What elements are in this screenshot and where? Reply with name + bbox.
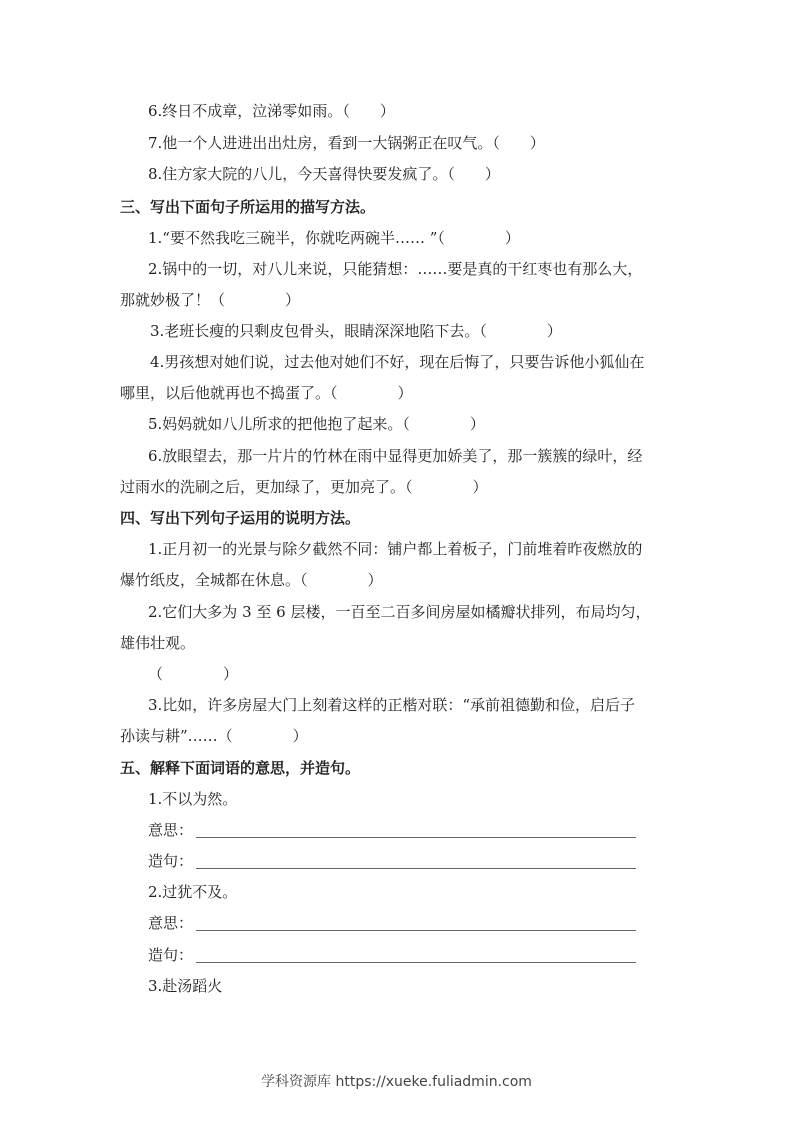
- meaning-label: 意思：: [148, 821, 194, 839]
- sentence-row[interactable]: [148, 851, 193, 871]
- question-line: 6.放眼望去，那一片片的竹林在雨中显得更加娇美了，那一簇簇的绿叶，经: [148, 447, 643, 465]
- question-line: 8.住方家大院的八儿，今天喜得快要发疯了。（ ）: [148, 165, 500, 183]
- question-line: 5.妈妈就如八儿所求的把他抱了起来。（ ）: [148, 415, 485, 433]
- question-line: 7.他一个人进进出出灶房，看到一大锅粥正在叹气。（ ）: [148, 134, 545, 152]
- sentence-answer-line[interactable]: [196, 868, 636, 869]
- section-heading: 四、写出下列句子运用的说明方法。: [120, 509, 361, 527]
- question-line: 2.锅中的一切，对八儿来说，只能猜想：……要是真的干红枣也有那么大，: [148, 260, 643, 278]
- meaning-row[interactable]: [148, 913, 193, 933]
- question-line: 4.男孩想对她们说，过去他对她们不好，现在后悔了，只要告诉他小狐仙在: [150, 353, 645, 371]
- vocab-word: 3.赴汤蹈火: [148, 977, 223, 995]
- question-line: 3.老班长瘦的只剩皮包骨头，眼睛深深地陷下去。（ ）: [150, 322, 562, 340]
- meaning-label: 意思：: [148, 914, 194, 932]
- sentence-label: 造句：: [148, 946, 194, 964]
- vocab-word: 2.过犹不及。: [148, 883, 238, 901]
- question-line: 爆竹纸皮，全城都在休息。（ ）: [120, 571, 383, 589]
- question-line: 1.“要不然我吃三碗半，你就吃两碗半…… ”（ ）: [148, 229, 520, 247]
- question-line: 1.正月初一的光景与除夕截然不同：铺户都上着板子，门前堆着昨夜燃放的: [148, 540, 643, 558]
- section-heading: 五、解释下面词语的意思，并造句。: [120, 759, 361, 777]
- question-line: 过雨水的洗刷之后，更加绿了，更加亮了。（ ）: [120, 478, 488, 496]
- question-line: 哪里，以后他就再也不捣蛋了。（ ）: [120, 384, 413, 402]
- meaning-answer-line[interactable]: [196, 930, 636, 931]
- question-line: 3.比如，许多房屋大门上刻着这样的正楷对联：“承前祖德勤和俭，启后子: [148, 696, 635, 714]
- meaning-row[interactable]: [148, 820, 193, 840]
- sentence-row[interactable]: [148, 945, 193, 965]
- question-line: 2.它们大多为 3 至 6 层楼，一百至二百多间房屋如橘瓣状排列，布局均匀，: [148, 603, 651, 621]
- vocab-word: 1.不以为然。: [148, 790, 238, 808]
- meaning-answer-line[interactable]: [196, 837, 636, 838]
- question-line: 那就妙极了！（ ）: [120, 291, 301, 309]
- question-line: 雄伟壮观。: [120, 634, 196, 652]
- question-line: 孙读与耕”……（ ）: [120, 727, 308, 745]
- question-line: 6.终日不成章，泣涕零如雨。（ ）: [148, 102, 395, 120]
- section-heading: 三、写出下面句子所运用的描写方法。: [120, 198, 376, 216]
- footer-watermark: 学科资源库 https://xueke.fuliadmin.com: [261, 1074, 532, 1090]
- sentence-label: 造句：: [148, 852, 194, 870]
- answer-blank[interactable]: （ ）: [148, 665, 239, 683]
- sentence-answer-line[interactable]: [196, 962, 636, 963]
